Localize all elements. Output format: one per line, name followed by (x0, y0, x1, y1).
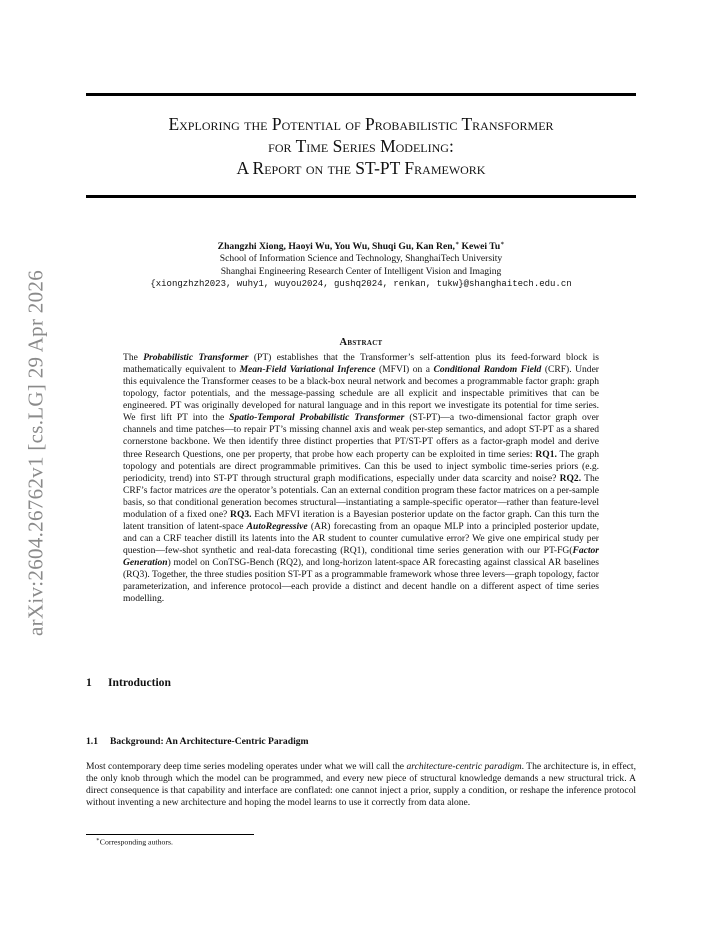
pt-term: Probabilistic Transformer (143, 352, 249, 363)
paradigm-term: architecture-centric paradigm (406, 761, 522, 772)
ar-term: AutoRegressive (246, 520, 308, 532)
intro-paragraph: Most contemporary deep time series modeling operates under what we will call the architecture-centric paradigm. The architecture is, in effect, the only knob through which the model can be programmed, and every new piece of structural knowledge demands a new structural trick. A direct consequence is that capability and interface are conflated: one cannot inject a prior, supply a condition, or reshape the inference protocol without inventing a new architecture and hoping the model learns to use it correctly from data alone. (86, 761, 636, 809)
title-top-rule (86, 93, 636, 96)
corresponding-mark-1: ∗ (454, 241, 460, 247)
subsection-heading-background (86, 736, 309, 747)
crf-term: Conditional Random Field (433, 364, 542, 376)
author-last: Kewei Tu (459, 241, 501, 253)
author-names (86, 238, 636, 253)
footnote (96, 837, 173, 847)
subsection-number: 1.1 (86, 736, 98, 747)
affiliation-2: Shanghai Engineering Research Center of Intelligent Vision and Imaging (220, 265, 502, 277)
affiliation-1: School of Information Science and Technology, ShanghaiTech University (219, 253, 503, 265)
title-line-2: for Time Series Modeling: (268, 136, 454, 156)
corresponding-mark-2: ∗ (500, 241, 505, 247)
footnote-mark: ∗ (96, 837, 100, 843)
rq1-label: RQ1. (535, 448, 557, 460)
footnote-rule (86, 834, 254, 835)
title-bottom-rule (86, 195, 636, 198)
arxiv-identifier: arXiv:2604.26762v1 [cs.LG] 29 Apr 2026 (23, 269, 48, 637)
stpt-term: Spatio-Temporal Probabilistic Transformer (229, 412, 405, 424)
are-emphasis: are (209, 484, 222, 496)
footnote-text: Corresponding authors. (99, 837, 173, 847)
subsection-title: Background: An Architecture-Centric Paradigm (110, 736, 309, 747)
section-heading-introduction (86, 676, 171, 689)
fg-term: Factor Generation (123, 545, 599, 569)
abstract-heading: Abstract (339, 337, 383, 348)
abstract-text: The Probabilistic Transformer (PT) establishes that the Transformer’s self-attention plus its feed-forward block is mathematically equivalent to Mean-Field Variational Inference (MFVI) on a Conditional Random Field (CRF). Under this equivalence the Transformer ceases to be a black-box neural network and becomes a programmable factor graph: graph topology, factor potentials, and the message-passing schedule are all explicit and inspectable primitives that can be engineered. PT was originally developed for natural language and in this report we investigate its potential for time series. We first lift PT into the Spatio-Temporal Probabilistic Transformer (ST-PT)—a two-dimensional factor graph over channels and time patches—to repair PT’s missing channel axis and weak per-step semantics, and adopt ST-PT as a shared cornerstone backbone. We then identify three distinct properties that PT/ST-PT offers as a factor-graph model and derive three Research Questions, one per property, that probe how each property can be exploited in time series: RQ1. The graph topology and potentials are direct programmable primitives. Can this be used to inject symbolic time-series priors (e.g. periodicity, trend) into ST-PT through structural graph modifications, especially under data scarcity and noise? RQ2. The CRF’s factor matrices are the operator’s potentials. Can an external condition program these factor matrices on a per-sample basis, so that conditional generation becomes structural—instantiating a sample-specific operator—rather than feature-level modulation of a fixed one? RQ3. Each MFVI iteration is a Bayesian posterior update on the factor graph. Can this turn the latent transition of latent-space AutoRegressive (AR) forecasting from an opaque MLP into a principled posterior update, and can a CRF teacher distill its latents into the AR student to counter cumulative error? We give one empirical study per question—few-shot synthetic and real-data forecasting (RQ1), conditional time series generation with our PT-FG(Factor Generation) model on ConTSG-Bench (RQ2), and long-horizon latent-space AR forecasting against classical AR baselines (RQ3). Together, the three studies position ST-PT as a programmable framework whose three levers—graph topology, factor parameterization, and inference protocol—each provide a distinct and decent handle on a different aspect of time series modelling. (123, 352, 600, 605)
author-block (86, 238, 636, 290)
rq3-label: RQ3. (230, 508, 252, 520)
section-title: Introduction (108, 676, 171, 689)
author-emails: {xiongzhzh2023, wuhy1, wuyou2024, gushq2024, renkan, tukw}@shanghaitech.edu.cn (150, 278, 572, 289)
author-list: Zhangzhi Xiong, Haoyi Wu, You Wu, Shuqi Gu, Kan Ren, (217, 241, 455, 253)
title-line-3: A Report on the ST-PT Framework (236, 158, 486, 178)
mfvi-term: Mean-Field Variational Inference (239, 364, 376, 376)
rq2-label: RQ2. (559, 472, 582, 484)
title-line-1: Exploring the Potential of Probabilistic Transformer (168, 114, 554, 134)
section-number: 1 (86, 676, 92, 689)
arxiv-sidebar-stamp (22, 258, 50, 648)
paper-title (86, 113, 636, 179)
